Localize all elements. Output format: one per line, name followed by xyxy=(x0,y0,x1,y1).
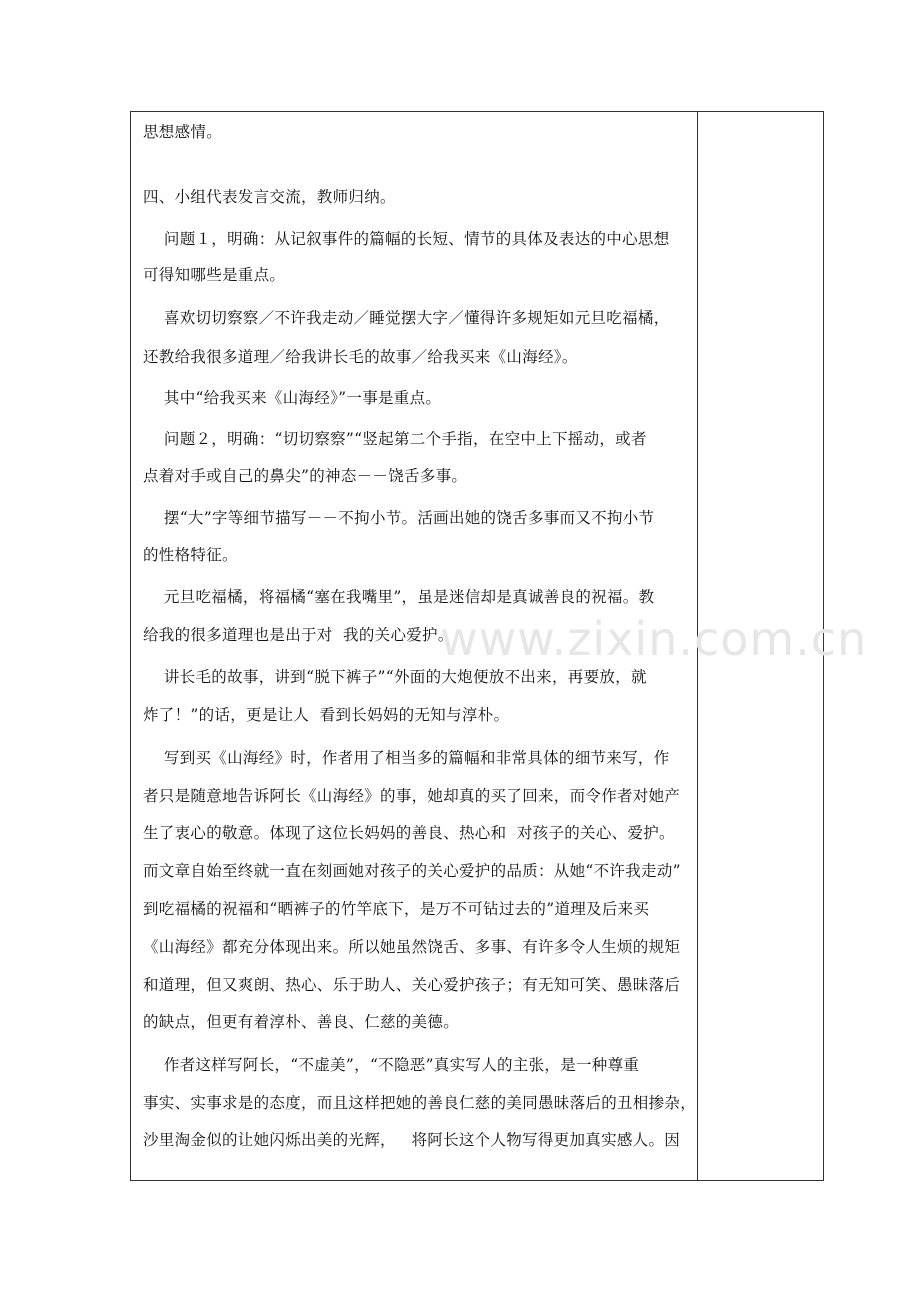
text-line: 的缺点，但更有着淳朴、善良、仁慈的美德。 xyxy=(143,1013,460,1031)
text-line: 作者这样写阿长，“不虚美”，“不隐恶”真实写人的主张，是一种尊重 xyxy=(143,1056,640,1074)
text-line: 讲长毛的故事，讲到“脱下裤子”“外面的大炮便放不出来，再要放，就 xyxy=(143,668,647,686)
text-line: 《山海经》都充分体现出来。所以她虽然饶舌、多事、有许多令人生烦的规矩 xyxy=(143,938,681,956)
text-line: 点着对手或自己的鼻尖”的神态－－饶舌多事。 xyxy=(143,467,468,485)
text-line: 还教给我很多道理／给我讲长毛的故事／给我买来《山海经》。 xyxy=(143,348,578,366)
text-line: 生了衷心的敬意。体现了这位长妈妈的善良、热心和 对孩子的关心、爱护。 xyxy=(143,824,675,842)
content-cell xyxy=(131,112,697,1180)
text-line: 喜欢切切察察／不许我走动／睡觉摆大字／懂得许多规矩如元旦吃福橘， xyxy=(143,309,670,327)
text-line: 而文章自始至终就一直在刻画她对孩子的关心爱护的品质：从她“不许我走动” xyxy=(143,862,681,880)
text-line: 到吃福橘的祝福和“晒裤子的竹竿底下，是万不可钻过去的”道理及后来买 xyxy=(143,900,650,918)
text-line: 问题２，明确：“切切察察”“竖起第二个手指，在空中上下摇动，或者 xyxy=(143,430,647,448)
text-line: 写到买《山海经》时，作者用了相当多的篇幅和非常具体的细节来写，作 xyxy=(143,749,670,767)
text-line: 可得知哪些是重点。 xyxy=(143,266,286,284)
text-line: 事实、实事求是的态度，而且这样把她的善良仁慈的美同愚昧落后的丑相掺杂， xyxy=(143,1094,697,1112)
text-line: 元旦吃福橘，将福橘“塞在我嘴里”，虽是迷信却是真诚善良的祝福。教 xyxy=(143,588,655,606)
text-line: 沙里淘金似的让她闪烁出美的光辉， 将阿长这个人物写得更加真实感人。因 xyxy=(143,1131,681,1149)
lesson-table xyxy=(130,111,824,1181)
notes-cell xyxy=(698,112,824,1180)
watermark: www.zixin.com.cn xyxy=(440,612,868,666)
text-line: 思想感情。 xyxy=(143,123,223,141)
text-line: 问题１，明确：从记叙事件的篇幅的长短、情节的具体及表达的中心思想 xyxy=(143,230,670,248)
text-line: 者只是随意地告诉阿长《山海经》的事，她却真的买了回来，而令作者对她产 xyxy=(143,787,681,805)
text-line: 和道理，但又爽朗、热心、乐于助人、关心爱护孩子；有无知可笑、愚昧落后 xyxy=(143,976,681,994)
text-line: 的性格特征。 xyxy=(143,546,238,564)
text-line: 摆“大”字等细节描写－－不拘小节。活画出她的饶舌多事而又不拘小节 xyxy=(143,509,655,527)
text-line: 给我的很多道理也是出于对 我的关心爱护。 xyxy=(143,626,454,644)
text-line: 四、小组代表发言交流，教师归纳。 xyxy=(143,188,396,206)
text-line: 炸了！”的话，更是让人 看到长妈妈的无知与淳朴。 xyxy=(143,706,510,724)
text-line: 其中“给我买来《山海经》”一事是重点。 xyxy=(143,389,442,407)
